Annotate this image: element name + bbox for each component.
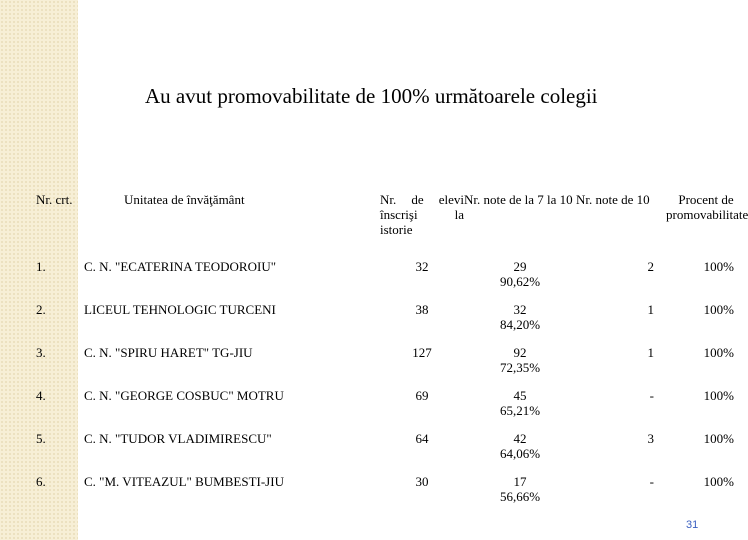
header-nr-elevi: Nr. de elevi înscrişi la istorie	[380, 192, 464, 237]
row-nr: 6.	[36, 474, 46, 489]
table-row	[30, 297, 746, 340]
note-count: 17	[513, 474, 527, 489]
table-row	[30, 340, 746, 383]
row-procent: 100%	[703, 388, 734, 403]
row-nr-elevi: 30	[415, 474, 429, 489]
row-note-10: 1	[647, 302, 654, 317]
row-procent: 100%	[703, 302, 734, 317]
row-unitate: LICEUL TEHNOLOGIC TURCENI	[84, 302, 276, 317]
note-percentage: 72,35%	[499, 360, 541, 375]
table-row	[30, 254, 746, 297]
row-nr: 3.	[36, 345, 46, 360]
row-procent: 100%	[703, 431, 734, 446]
row-note-7-10	[464, 426, 576, 469]
results-table	[30, 188, 746, 512]
row-nr-elevi: 64	[415, 431, 429, 446]
table-header-row	[30, 188, 746, 254]
row-note-7-10	[464, 383, 576, 426]
table-row	[30, 383, 746, 426]
note-count: 92	[513, 345, 527, 360]
note-percentage: 90,62%	[499, 274, 541, 289]
row-nr-elevi: 127	[412, 345, 432, 360]
row-nr: 5.	[36, 431, 46, 446]
row-nr: 4.	[36, 388, 46, 403]
row-unitate: C. N. "TUDOR VLADIMIRESCU"	[84, 431, 272, 446]
row-note-7-10	[464, 254, 576, 297]
note-percentage: 65,21%	[499, 403, 541, 418]
row-note-7-10	[464, 297, 576, 340]
note-percentage: 64,06%	[499, 446, 541, 461]
row-nr-elevi: 38	[415, 302, 429, 317]
row-procent: 100%	[703, 259, 734, 274]
row-unitate: C. N. "ECATERINA TEODOROIU"	[84, 259, 277, 274]
slide-title: Au avut promovabilitate de 100% următoarele colegii	[145, 84, 598, 108]
row-unitate: C. N. "SPIRU HARET" TG-JIU	[84, 345, 253, 360]
page-number: 31	[686, 519, 699, 531]
row-procent: 100%	[703, 474, 734, 489]
row-procent: 100%	[703, 345, 734, 360]
row-nr-elevi: 69	[415, 388, 429, 403]
row-note-7-10	[464, 340, 576, 383]
header-unitate: Unitatea de învăţământ	[124, 192, 245, 207]
row-nr: 1.	[36, 259, 46, 274]
row-note-10: -	[649, 474, 654, 489]
header-procent: Procent de promovabilitate	[666, 192, 748, 222]
table-row	[30, 469, 746, 512]
row-nr-elevi: 32	[415, 259, 429, 274]
table-row	[30, 426, 746, 469]
note-percentage: 56,66%	[499, 489, 541, 504]
header-note-10: Nr. note de 10	[576, 192, 650, 207]
note-percentage: 84,20%	[499, 317, 541, 332]
note-count: 45	[513, 388, 527, 403]
row-note-7-10	[464, 469, 576, 512]
row-unitate: C. "M. VITEAZUL" BUMBESTI-JIU	[84, 474, 284, 489]
header-nr-crt: Nr. crt.	[36, 192, 73, 207]
row-unitate: C. N. "GEORGE COSBUC" MOTRU	[84, 388, 284, 403]
row-note-10: -	[649, 388, 654, 403]
note-count: 32	[513, 302, 527, 317]
header-note-7-10: Nr. note de la 7 la 10	[464, 192, 573, 207]
row-note-10: 1	[647, 345, 654, 360]
row-nr: 2.	[36, 302, 46, 317]
note-count: 29	[513, 259, 527, 274]
row-note-10: 3	[647, 431, 654, 446]
note-count: 42	[513, 431, 527, 446]
row-note-10: 2	[647, 259, 654, 274]
